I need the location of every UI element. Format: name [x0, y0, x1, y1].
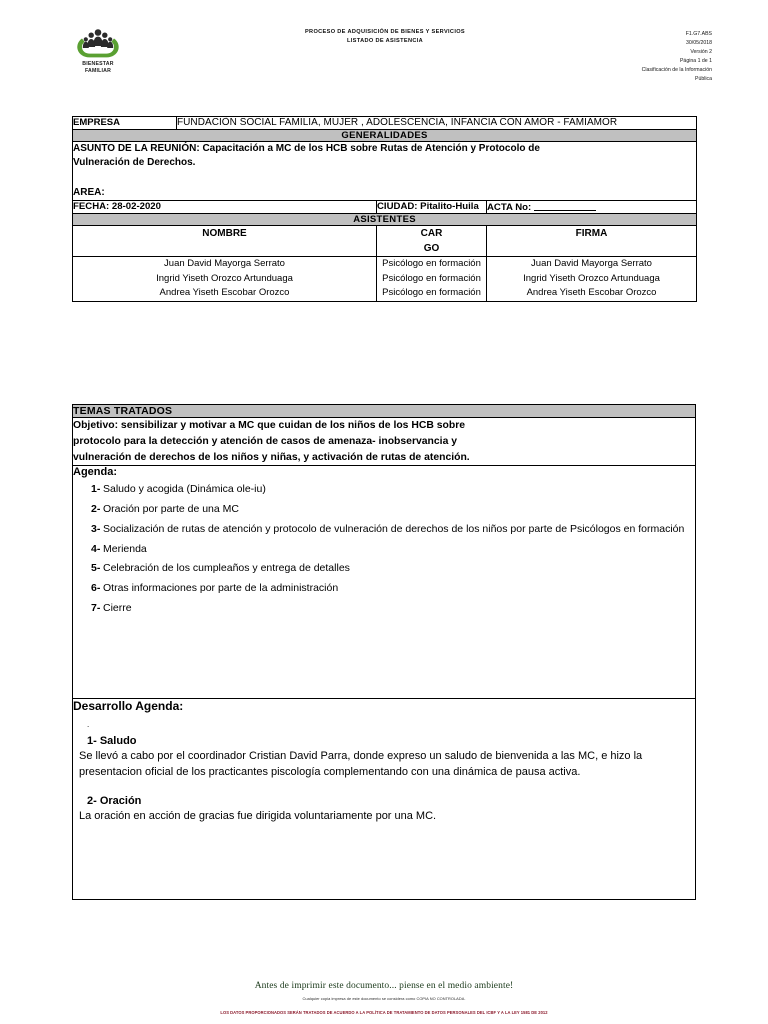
logo-caption: [62, 61, 134, 74]
agenda-item: [73, 502, 695, 518]
header-metadata: [542, 30, 712, 84]
doc-page-number: Página 1 de 1: [679, 57, 712, 64]
attendee-firma: Andrea Yiseth Escobar Orozco: [526, 287, 657, 299]
attendee-firma: Ingrid Yiseth Orozco Artunduaga: [523, 272, 660, 284]
empresa-label: EMPRESA: [73, 117, 177, 130]
agenda-item-text: Cierre: [103, 601, 132, 614]
column-header-cargo: [377, 226, 487, 257]
objetivo-line-2: protocolo para la detección y atención de casos de amenaza- inobservancia y: [73, 435, 458, 447]
agenda-item: [73, 542, 695, 558]
empresa-row: [73, 117, 697, 130]
area-label: AREA:: [73, 187, 105, 199]
fecha-field: FECHA: 28-02-2020: [73, 201, 377, 214]
page-header: [0, 0, 768, 82]
doc-code: F1.G7.ABS: [685, 31, 712, 37]
doc-version: Versión 2: [690, 48, 712, 55]
temas-band-row: [73, 405, 696, 418]
objetivo-row: [73, 418, 696, 466]
process-title: PROCESO DE ADQUISICIÓN DE BIENES Y SERVICIOS: [304, 29, 466, 35]
attendees-header-row: [73, 226, 697, 257]
objetivo-line-3: vulneración de derechos de los niños y niñas, y activación de rutas de atención.: [73, 451, 470, 463]
asistentes-band: ASISTENTES: [73, 214, 697, 226]
agenda-item-number: 5-: [91, 562, 101, 575]
acta-number-blank[interactable]: [534, 201, 596, 211]
desarrollo-row: [73, 699, 696, 900]
agenda-list: [73, 482, 695, 616]
agenda-cell: [73, 466, 696, 699]
generalidades-band: GENERALIDADES: [73, 129, 697, 141]
objetivo-line-1: Objetivo: sensibilizar y motivar a MC que cuidan de los niños de los HCB sobre: [73, 420, 466, 431]
desarrollo-item-body: Se llevó a cabo por el coordinador Cristian David Parra, donde expreso un saludo de bienvenida a las MC, e hizo la presentacion oficial de los practicantes piscología complementando con una dinámica de pausa activa.: [79, 750, 643, 779]
desarrollo-item-body: La oración en acción de gracias fue dirigida voluntariamente por una MC.: [79, 810, 437, 823]
agenda-item-text: Oración por parte de una MC: [103, 503, 239, 516]
logo-caption-line-1: BIENESTAR: [82, 61, 114, 67]
doc-classification-label: Clasificación de la Información: [641, 66, 712, 73]
agenda-item-number: 2-: [91, 503, 101, 516]
meta-row: [73, 201, 697, 214]
agenda-item-text: Merienda: [103, 542, 147, 555]
agenda-row: [73, 466, 696, 699]
header-title-block: [245, 28, 525, 46]
desarrollo-dot: .: [87, 720, 90, 730]
temas-tratados-table: [72, 404, 696, 900]
attendee-firma: Juan David Mayorga Serrato: [531, 258, 652, 270]
footer-environment-message: Antes de imprimir este documento... piense en el medio ambiente!: [254, 981, 514, 991]
attendees-row: [73, 257, 697, 301]
footer-copy-notice: Cualquier copia impresa de este documento se considera como COPIA NO CONTROLADA.: [302, 996, 466, 1001]
column-header-cargo-line-2: GO: [423, 243, 440, 255]
column-header-nombre: NOMBRE: [73, 226, 377, 257]
agenda-item-text: Saludo y acogida (Dinámica ole-iu): [103, 483, 266, 496]
icbf-logo: [62, 26, 134, 74]
attendee-cargo: Psicólogo en formación: [382, 272, 481, 284]
agenda-item-text: Celebración de los cumpleaños y entrega de detalles: [103, 562, 350, 575]
column-header-firma: FIRMA: [487, 226, 697, 257]
asunto-row: [73, 141, 697, 201]
agenda-item: [73, 581, 695, 597]
asunto-line-1: ASUNTO DE LA REUNIÓN: Capacitación a MC de los HCB sobre Rutas de Atención y Protocolo de: [73, 142, 540, 154]
agenda-item: [73, 561, 695, 577]
attendee-nombre: Andrea Yiseth Escobar Orozco: [159, 287, 290, 299]
page-footer: [0, 981, 768, 1015]
agenda-item-number: 6-: [91, 582, 101, 595]
desarrollo-item-heading: 2- Oración: [87, 795, 142, 808]
desarrollo-cell: [73, 699, 696, 900]
asunto-cell: [73, 141, 697, 201]
agenda-item-text: Otras informaciones por parte de la administración: [103, 582, 339, 595]
generalidades-band-row: [73, 129, 697, 141]
agenda-item-number: 3-: [91, 522, 101, 535]
agenda-title: Agenda:: [73, 466, 117, 479]
objetivo-cell: [73, 418, 696, 466]
agenda-item-number: 7-: [91, 601, 101, 614]
agenda-item-text: Socialización de rutas de atención y protocolo de vulneración de derechos de los niños por parte de Psicólogos en formación: [103, 522, 685, 535]
column-header-cargo-line-1: CAR: [420, 228, 443, 240]
attendee-nombre: Ingrid Yiseth Orozco Artunduaga: [156, 272, 293, 284]
acta-field: [487, 201, 697, 214]
footer-data-policy-notice: LOS DATOS PROPORCIONADOS SERÁN TRATADOS DE ACUERDO A LA POLÍTICA DE TRATAMIENTO DE DATOS PERSONALES DEL ICBF Y A LA LEY 1581 DE 2012: [220, 1010, 548, 1015]
attendance-form-table: [72, 116, 697, 302]
logo-caption-line-2: FAMILIAR: [84, 67, 112, 74]
attendee-cargo: Psicólogo en formación: [382, 258, 481, 270]
attendee-cargo: Psicólogo en formación: [382, 287, 481, 299]
icbf-hands-family-logo: [75, 26, 121, 60]
attendee-nombre: Juan David Mayorga Serrato: [164, 258, 285, 270]
doc-classification-value: Pública: [694, 75, 712, 82]
attendees-firmas-cell: [487, 257, 697, 301]
document-subtitle: LISTADO DE ASISTENCIA: [346, 38, 424, 45]
desarrollo-item-heading: 1- Saludo: [87, 735, 137, 748]
agenda-item: [73, 482, 695, 498]
attendees-nombres-cell: [73, 257, 377, 301]
agenda-item-number: 4-: [91, 542, 101, 555]
desarrollo-title: Desarrollo Agenda:: [73, 699, 184, 714]
agenda-item: [73, 522, 695, 538]
agenda-item: [73, 601, 695, 617]
temas-tratados-band: TEMAS TRATADOS: [73, 405, 696, 418]
empresa-value: FUNDACIÒN SOCIAL FAMILIA, MUJER , ADOLESCENCIA, INFANCIA CON AMOR - FAMIAMOR: [177, 117, 697, 130]
asunto-line-2: Vulneración de Derechos.: [73, 157, 196, 169]
attendees-cargos-cell: [377, 257, 487, 301]
doc-date: 30/05/2018: [686, 39, 712, 46]
ciudad-field: CIUDAD: Pitalito-Huila: [377, 201, 487, 214]
asistentes-band-row: [73, 214, 697, 226]
agenda-item-number: 1-: [91, 483, 101, 496]
acta-label: ACTA No:: [487, 202, 532, 214]
